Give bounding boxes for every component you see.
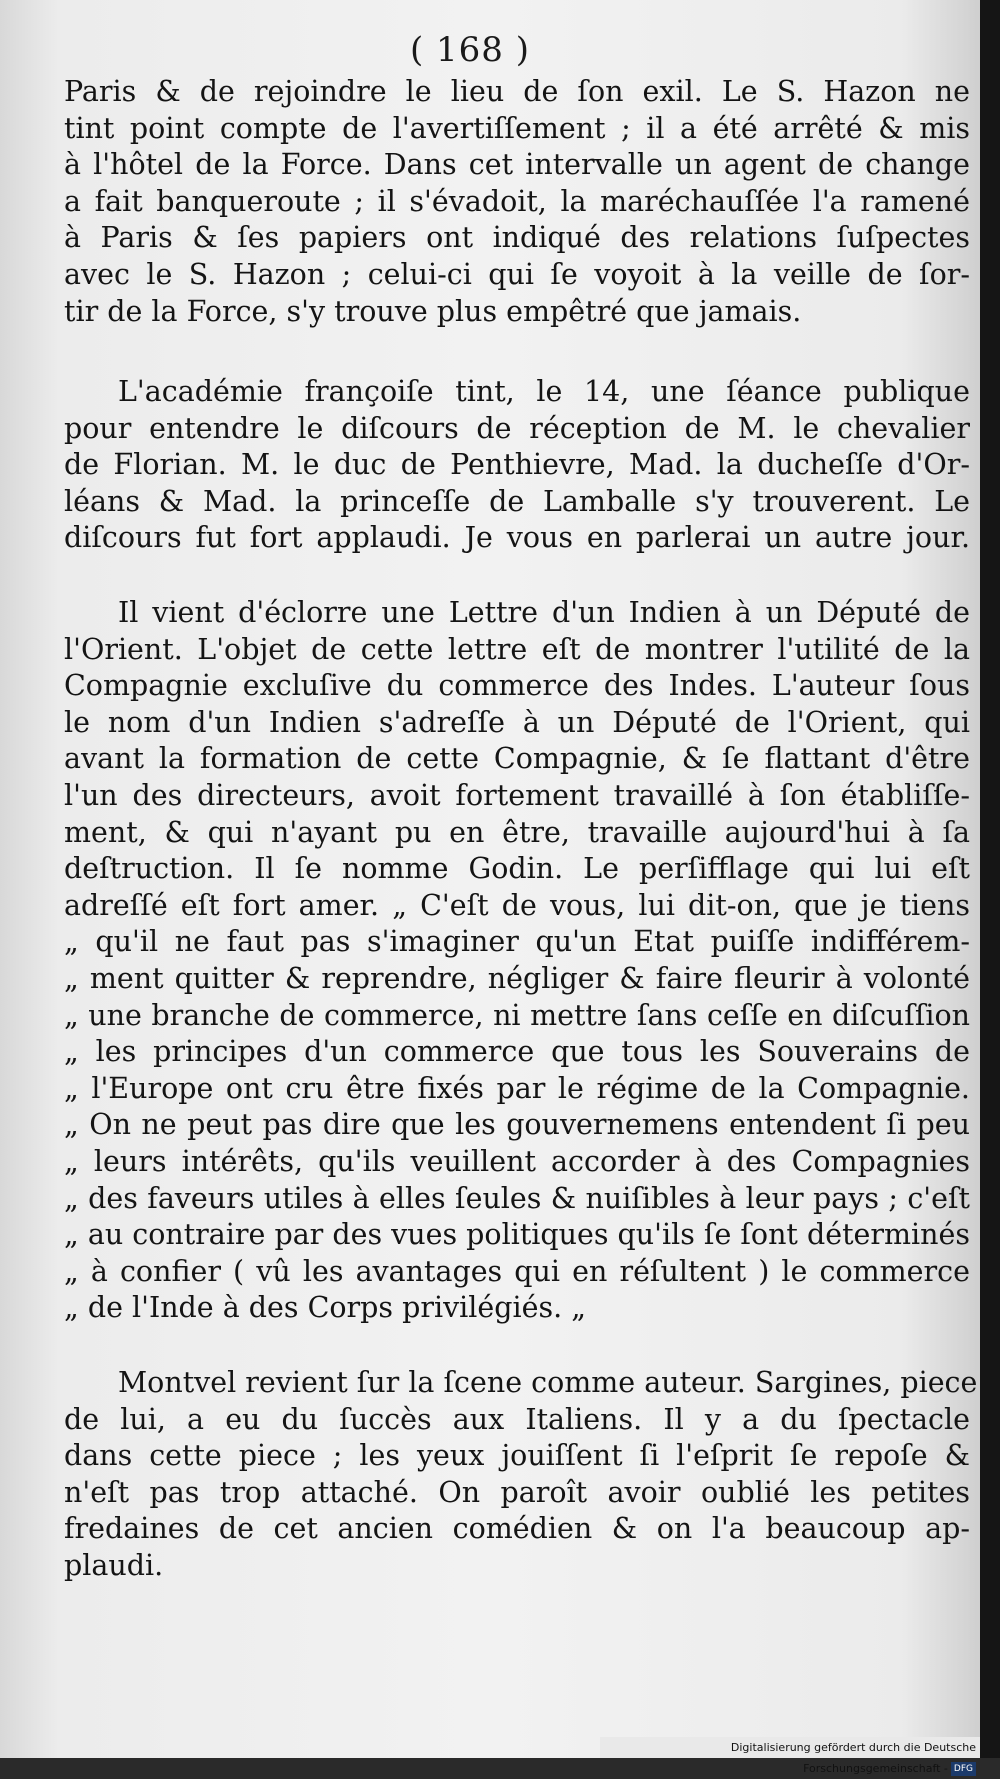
text-line: „ à confier ( vû les avantages qui en réſultent ) le commerce bbox=[64, 1254, 970, 1288]
text-line: Montvel revient ſur la ſcene comme auteur. Sargines, piece bbox=[118, 1366, 978, 1399]
text-line: „ l'Europe ont cru être fixés par le régime de la Compagnie. bbox=[64, 1071, 970, 1105]
text-line: n'eſt pas trop attaché. On paroît avoir oublié les petites bbox=[64, 1475, 970, 1509]
paragraph-3 bbox=[64, 595, 970, 1327]
text-line: a fait banqueroute ; il s'évadoit, la maréchauſſée l'a ramené bbox=[64, 184, 970, 218]
text-line: deſtruction. Il ſe nomme Godin. Le perſifflage qui lui eſt bbox=[64, 852, 970, 886]
text-line: ment, & qui n'ayant pu en être, travaille aujourd'hui à ſa bbox=[64, 815, 970, 849]
text-line: „ On ne peut pas dire que les gouvernemens entendent ſi peu bbox=[64, 1108, 970, 1142]
paragraph-4 bbox=[64, 1365, 978, 1585]
text-line: léans & Mad. la princeſſe de Lamballe s'y trouverent. Le bbox=[64, 484, 970, 518]
text-line: l'Orient. L'objet de cette lettre eſt de montrer l'utilité de la bbox=[64, 632, 970, 666]
text-line: diſcours fut fort applaudi. Je vous en parlerai un autre jour. bbox=[64, 521, 970, 555]
paragraph-1 bbox=[64, 74, 970, 330]
text-line: adreſſé eſt fort amer. „ C'eſt de vous, lui dit-on, que je tiens bbox=[64, 888, 970, 922]
text-line: avant la formation de cette Compagnie, & ſe flattant d'être bbox=[64, 742, 970, 776]
text-line: à l'hôtel de la Force. Dans cet intervalle un agent de change bbox=[64, 148, 970, 182]
text-line: „ qu'il ne faut pas s'imaginer qu'un Etat puiſſe indifférem- bbox=[64, 925, 970, 959]
text-line: l'un des directeurs, avoit fortement travaillé à ſon établiſſe- bbox=[64, 778, 970, 812]
text-line: le nom d'un Indien s'adreſſe à un Député de l'Orient, qui bbox=[64, 705, 970, 739]
text-line: plaudi. bbox=[64, 1548, 164, 1582]
page-number: ( 168 ) bbox=[409, 30, 531, 70]
text-line: „ leurs intérêts, qu'ils veuillent accorder à des Compagnies bbox=[64, 1144, 970, 1178]
text-line: „ au contraire par des vues politiques qu'ils ſe ſont déterminés bbox=[64, 1218, 970, 1252]
text-line: dans cette piece ; les yeux jouiſſent ſi l'eſprit ſe repoſe & bbox=[64, 1439, 970, 1473]
text-line: à Paris & ſes papiers ont indiqué des relations ſuſpectes bbox=[64, 221, 970, 255]
text-line: Compagnie excluſive du commerce des Indes. L'auteur ſous bbox=[64, 669, 970, 703]
digitization-footer bbox=[600, 1737, 980, 1775]
text-line: „ de l'Inde à des Corps privilégiés. „ bbox=[64, 1291, 587, 1325]
dfg-logo: DFG bbox=[951, 1762, 976, 1776]
text-line: pour entendre le diſcours de réception de M. le chevalier bbox=[64, 411, 970, 445]
scan-edge bbox=[980, 0, 1000, 1758]
text-line: de lui, a eu du ſuccès aux Italiens. Il y a du ſpectacle bbox=[64, 1402, 970, 1436]
text-line: Paris & de rejoindre le lieu de ſon exil. Le S. Hazon ne bbox=[64, 75, 970, 108]
text-line: Il vient d'éclorre une Lettre d'un Indien à un Député de bbox=[118, 596, 970, 629]
text-line: „ ment quitter & reprendre, négliger & faire fleurir à volonté bbox=[64, 961, 970, 995]
text-line: de Florian. M. le duc de Penthievre, Mad. la ducheſſe d'Or- bbox=[64, 448, 970, 482]
text-line: tint point compte de l'avertiſſement ; il a été arrêté & mis bbox=[64, 111, 970, 145]
text-line: fredaines de cet ancien comédien & on l'a beaucoup ap- bbox=[64, 1512, 970, 1546]
text-line: „ une branche de commerce, ni mettre ſans ceſſe en diſcuſſion bbox=[64, 998, 970, 1032]
text-line: L'académie françoiſe tint, le 14, une ſéance publique bbox=[118, 375, 970, 408]
text-line: „ des faveurs utiles à elles ſeules & nuiſibles à leur pays ; c'eſt bbox=[64, 1181, 970, 1215]
footer-text: Digitalisierung gefördert durch die Deutsche Forschungsgemeinschaft - bbox=[730, 1741, 976, 1775]
text-line: avec le S. Hazon ; celui-ci qui ſe voyoit à la veille de ſor- bbox=[64, 257, 970, 291]
paragraph-2 bbox=[64, 374, 970, 557]
text-line: tir de la Force, s'y trouve plus empêtré que jamais. bbox=[64, 294, 802, 328]
text-line: „ les principes d'un commerce que tous les Souverains de bbox=[64, 1035, 970, 1069]
